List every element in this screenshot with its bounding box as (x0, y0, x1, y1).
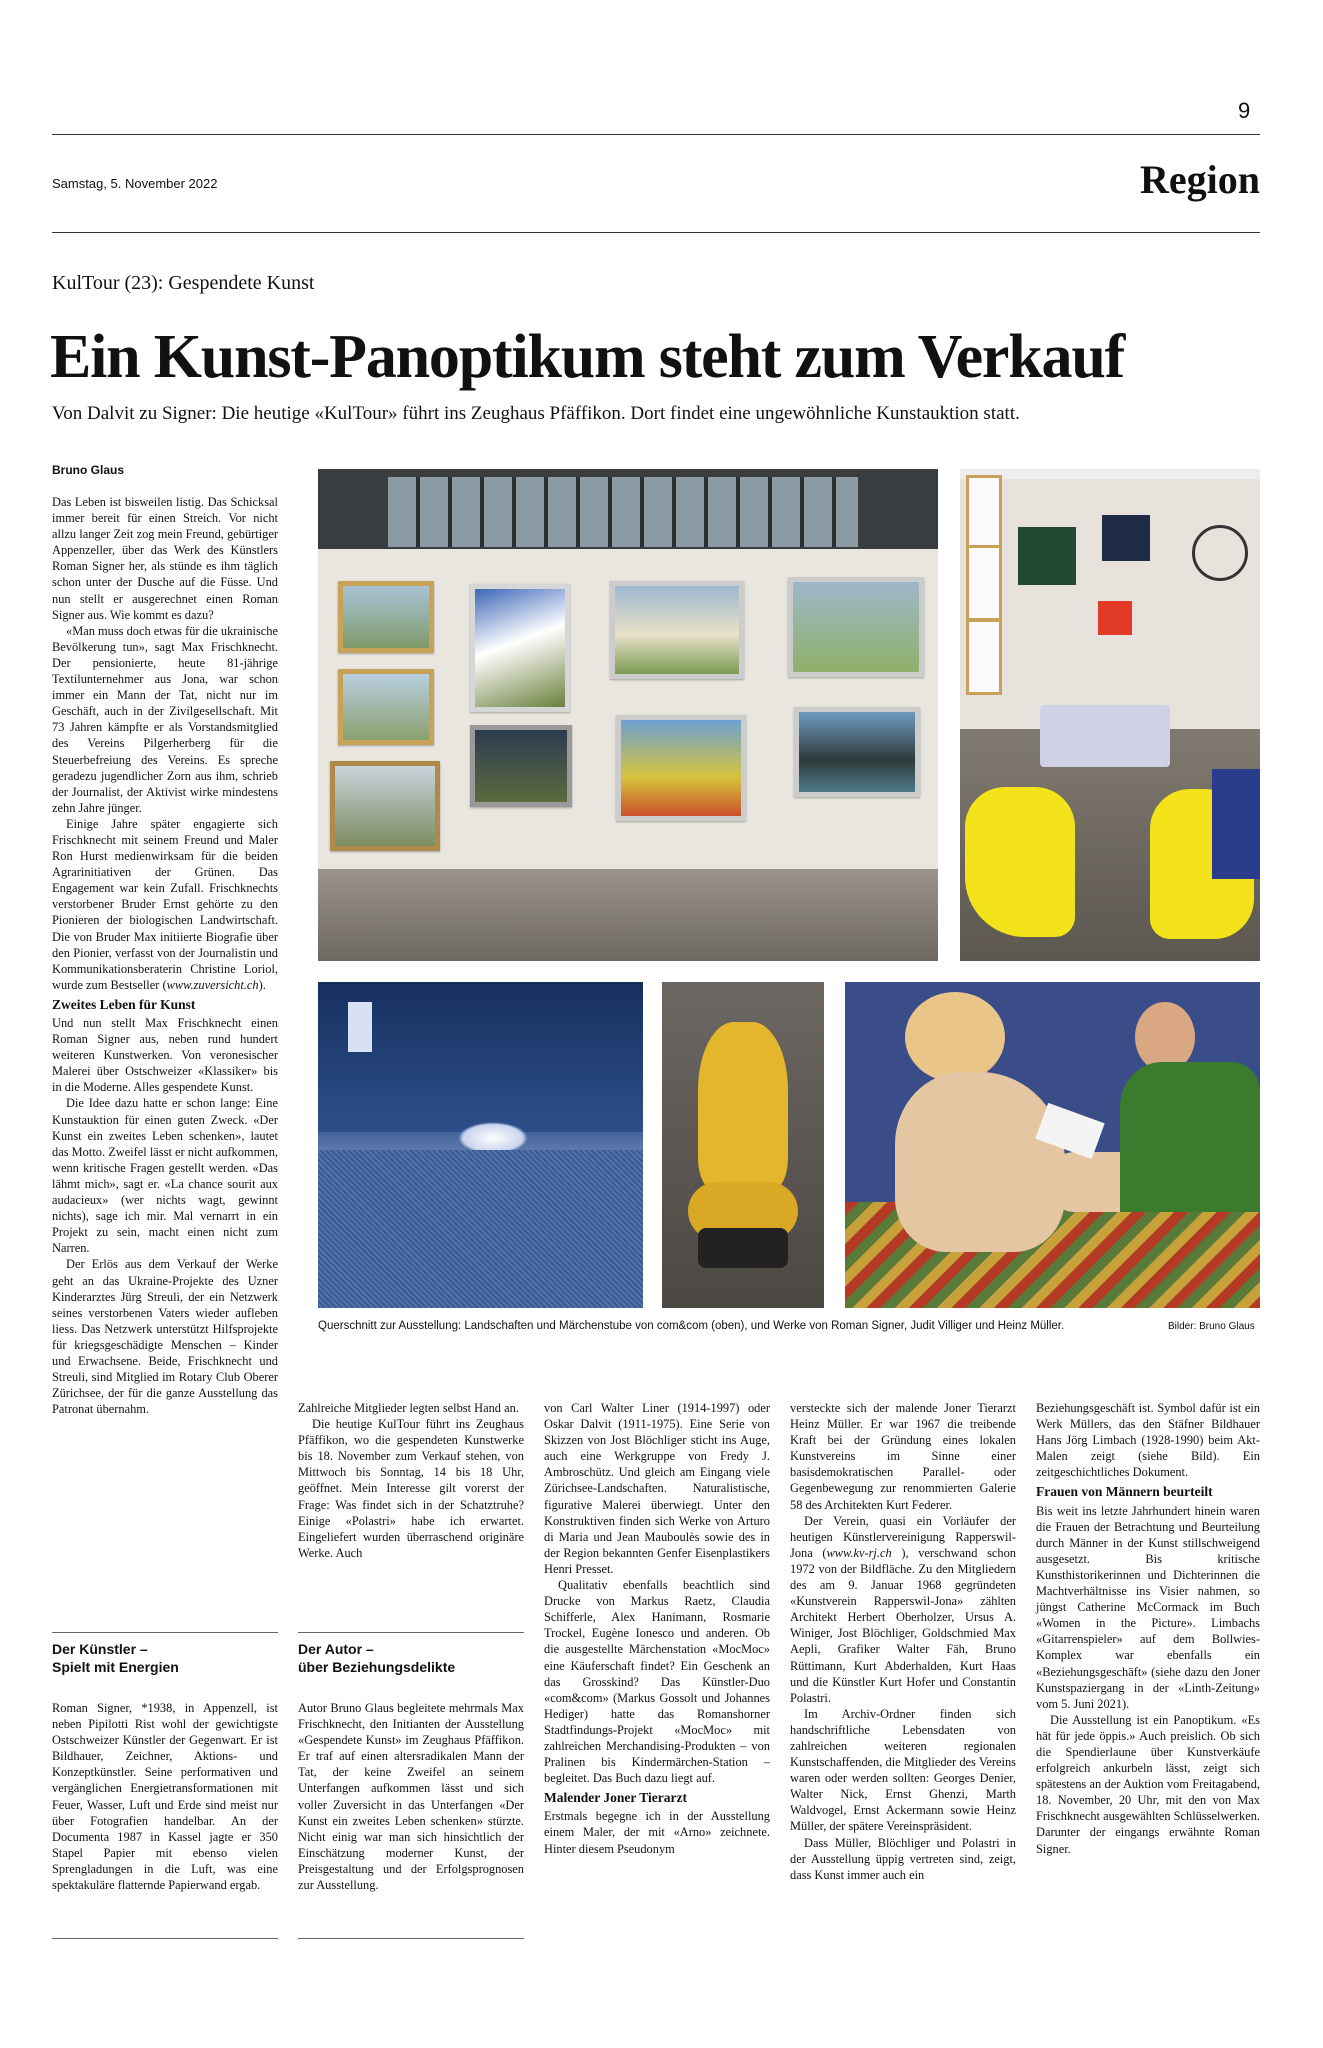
issue-date: Samstag, 5. November 2022 (52, 176, 218, 191)
article-column-2 (298, 1400, 524, 1561)
paragraph: versteckte sich der malende Joner Tierarzt Heinz Müller. Er war 1967 die treibende Kraft bei der Gründung eines lokalen Kunstvereins im Sinne einer basisdemokratischen Parallel- oder Gegenbewegung zur renommierten Galerie 58 des Architekten Kurt Federer. (790, 1401, 1016, 1512)
section-title: Region (1140, 157, 1260, 202)
paragraph: Beziehungsgeschäft ist. Symbol dafür ist ein Werk Müllers, das den Stäfner Bildhauer Hans Jörg Limbach (1928-1990) beim Akt-Malen zeigt (siehe Bild). Ein zeitgeschichtliches Dokument. (1036, 1401, 1260, 1480)
box-artist-text: Roman Signer, *1938, in Appenzell, ist neben Pipilotti Rist wohl der gewichtigste Ostschweizer Künstler der Gegenwart. Er ist Bildhauer, Zeichner, Aktions- und Konzeptkünstler. Seine performativen und vergänglichen Energietransformationen mit Feuer, Wasser, Luft und Erde sind meist nur über Fotografien handelbar. An der Documenta 1987 in Kassel jagte er 350 Stapel Papier mit ebenso vielen Sprengladungen in die Luft, was eine spektakuläre flatternde Papierwand ergab. (52, 1701, 278, 1893)
box-artist-title: Der Künstler – Spielt mit Energien (52, 1641, 179, 1675)
article-column-1 (52, 494, 278, 1417)
header-rule (52, 232, 1260, 233)
paragraph: von Carl Walter Liner (1914-1997) oder Oskar Dalvit (1911-1975). Eine Serie von Skizzen von Jost Blöchliger sticht ins Auge, auch eine Werkgruppe von Fredy J. Ambroschütz. Und gleich am Eingang viele Zürichsee-Landschaften. Naturalistische, figurative Malerei überwiegt. Unter den Konstruktiven finden sich Werke von Arturo di Maria und Jean Mauboulès sowie des in der Region bekannten Genfer Eisenplastikers Henri Presset. (544, 1401, 770, 1576)
kicker: KulTour (23): Gespendete Kunst (52, 272, 315, 294)
photo-gallery-landscapes (318, 469, 938, 961)
photo-judit-villiger-sculpture (662, 982, 824, 1308)
box2-bottom-rule (298, 1938, 524, 1939)
article-column-3 (544, 1400, 770, 1857)
paragraph: «Man muss doch etwas für die ukrainische Bevölkerung tun», sagt Max Frischknecht. Der pensionierte, heute 81-jährige Textilunternehmer aus Jona, war schon immer ein Mann der Tat, nicht nur im Geschäft, auch in der Zivilgesellschaft. Mit 73 Jahren kämpfte er als Vorstandsmitglied des Vereins Pilgerherberg für die Steuerbefreiung des Vereins. Es spreche geradezu jugendlicher Zorn aus ihm, schrieb der Journalist, der Aktivist wirke mindestens zehn Jahre jünger. (52, 623, 278, 815)
box-author-text: Autor Bruno Glaus begleitete mehrmals Max Frischknecht, den Initianten der Ausstellung «Gespendete Kunst» im Zeughaus Pfäffikon. Er traf auf einen altersradikalen Mann der Tat, der keine Zweifel an seinem Unterfangen aufkommen lässt und sich voller Zuversicht in das Unterfangen «Der Kunst ein zweites Leben schenken» stürzte. Nicht einig war man sich hinsichtlich der Einschätzung moderner Kunst, der Preisgestaltung und der Erfolgsprognosen zur Ausstellung. (298, 1701, 524, 1893)
author-byline: Bruno Glaus (52, 463, 125, 477)
subheading: Frauen von Männern beurteilt (1036, 1484, 1213, 1500)
lead: Von Dalvit zu Signer: Die heutige «KulTour» führt ins Zeughaus Pfäffikon. Dort findet eine ungewöhnliche Kunstauktion statt. (52, 403, 1020, 424)
link-kv-rj[interactable]: www.kv-rj.ch (826, 1545, 892, 1560)
paragraph: Die heutige KulTour führt ins Zeughaus Pfäffikon, wo die gespendeten Kunstwerke bis 18. November zum Verkauf stehen, von Mittwoch bis Sonntag, 14 bis 18 Uhr, geöffnet. Mein Interesse gilt vorerst der Frage: Was findet sich in der Schatztruhe? Einige «Polastri» habe ich erwartet. Eingeliefert wurden überraschend originäre Werke. Auch (298, 1417, 524, 1560)
box1-bottom-rule (52, 1938, 278, 1939)
box-author-title: Der Autor – über Beziehungsdelikte (298, 1641, 456, 1675)
link-zuversicht[interactable]: www.zuversicht.ch (166, 977, 259, 992)
paragraph: Erstmals begegne ich in der Ausstellung einem Maler, der mit «Arno» zeichnete. Hinter diesem Pseudonym (544, 1809, 770, 1856)
box2-top-rule (298, 1632, 524, 1633)
photo-credit: Bilder: Bruno Glaus (1168, 1321, 1255, 1332)
paragraph: Einige Jahre später engagierte sich Frischknecht mit seinem Freund und Maler Ron Hurst medienwirksam für die beiden Agrarinitiativen der Grünen. Das Engagement war kein Zufall. Frischknechts verstorbener Bruder Ernst gehörte zu den Pionieren der biologischen Landwirtschaft. Die von Bruder Max initiierte Biografie über den Pionier, verfasst von der Journalistin und Kommunikationsberaterin Christine Loriol, wurde zum Bestseller (www.zuversicht.ch). (52, 816, 278, 992)
photo-caption: Querschnitt zur Ausstellung: Landschaften und Märchenstube von com&com (oben), und Werke von Roman Signer, Judit Villiger und Heinz Müller. (318, 1320, 1065, 1332)
photo-roman-signer (318, 982, 643, 1308)
paragraph: Im Archiv-Ordner finden sich handschriftliche Lebensdaten von zahlreichen weiteren regionalen Kunstschaffenden, die Mitglieder des Vereins waren oder werden sollten: Georges Denier, Walter Nick, Ernst Ghenzi, Marth Waldvogel, Ernst Ackermann sowie Heinz Müller, der spätere Vereinspräsident. (790, 1706, 1016, 1834)
box1-top-rule (52, 1632, 278, 1633)
paragraph: Qualitativ ebenfalls beachtlich sind Drucke von Markus Raetz, Claudia Schifferle, Alex Hanimann, Rosmarie Trockel, Eugène Ionesco und anderen. Ob die ausgestellte Märchenstation «MocMoc» eine Käuferschaft findet? Ein Geschenk an das Grosskind? Das Künstler-Duo «com&com» (Markus Gossolt und Johannes Hediger) hatte das Romanshorner Stadtfindungs-Projekt «MocMoc» mit zahlreichen Merchandising-Produkten – von Pralinen bis Kindermärchen-Station – begleitet. Das Buch dazu liegt auf. (544, 1578, 770, 1786)
page-number: 9 (1238, 98, 1251, 123)
paragraph: Das Leben ist bisweilen listig. Das Schicksal immer bereit für einen Streich. Vor nicht allzu langer Zeit zog mein Freund, gebürtiger Appenzeller, über das Werk des Künstlers Roman Signer her, als stünde es ihm täglich schon unter der Dusche auf die Füsse. Und nun stellt er ausgerechnet einen Roman Signer aus. Wie kommt es dazu? (52, 495, 278, 622)
paragraph: Dass Müller, Blöchliger und Polastri in der Ausstellung üppig vertreten sind, zeigt, dass Kunst immer auch ein (790, 1835, 1016, 1882)
headline: Ein Kunst-Panoptikum steht zum Verkauf (50, 323, 1125, 391)
paragraph: Die Ausstellung ist ein Panoptikum. «Es hät für jede öppis.» Auch preislich. Ob sich die Spendierlaune über Kunstverkäufe erfolgreich ankurbeln lässt, zeigt sich spätestens an der Auktion vom Freitagabend, 18. November, 20 Uhr, mit den von Max Frischknecht ausgewählten Schlüsselwerken. Darunter der eingangs erwähnte Roman Signer. (1036, 1712, 1261, 1856)
paragraph: Zahlreiche Mitglieder legten selbst Hand an. (298, 1401, 519, 1415)
subheading: Zweites Leben für Kunst (52, 996, 196, 1012)
paragraph: Bis weit ins letzte Jahrhundert hinein waren die Frauen der Betrachtung und Beurteilung durch Männer in der Kunst stillschweigend ausgesetzt. Bis kritische Kunsthistorikerinnen und Dichterinnen die Machtverhältnisse ins Visier nahmen, so jüngst Catherine McCormack im Buch «Women in the Picture». Limbachs «Gitarrenspieler» auf dem Bollwies-Komplex war ebenfalls ein «Beziehungsgeschäft» (siehe dazu den Joner Kunstspaziergang in der «Linth-Zeitung» vom 5. Juni 2021). (1036, 1503, 1260, 1711)
article-column-4 (790, 1400, 1016, 1883)
photo-maerchenstube-chairs (960, 469, 1260, 961)
photo-heinz-mueller-painting (845, 982, 1260, 1308)
paragraph: Und nun stellt Max Frischknecht einen Roman Signer aus, neben rund hundert weiteren Kunstwerken. Von veronesischer Malerei über Ostschweizer «Klassiker» bis in die Moderne. Alles gespendete Kunst. (52, 1016, 278, 1095)
paragraph: Der Verein, quasi ein Vorläufer der heutigen Künstlervereinigung Rapperswil-Jona (www.kv-rj.ch ), verschwand schon 1972 von der Bildfläche. Zu den Mitgliedern des am 9. Januar 1968 gegründeten «Kunstverein Rapperswil-Jona» zählten Architekt Herbert Oberholzer, Ursus A. Winiger, Jost Blöchliger, Goldschmied Max Aepli, Grafiker Walter Fäh, Bruno Rüttimann, Kurt Abderhalden, Kurt Haas und die Künstler Kurt Hofer und Constantin Polastri. (790, 1513, 1016, 1705)
article-column-5 (1036, 1400, 1260, 1857)
paragraph: Die Idee dazu hatte er schon lange: Eine Kunstauktion für einen guten Zweck. «Der Kunst ein zweites Leben schenken», lautet das Motto. Zweifel lässt er nicht aufkommen, wenn kritische Fragen gestellt werden. «Das lähmt mich», sagt er. «La chance sourit aux audacieux» (wer nichts wagt, gewinnt nichts), sage ich mir. Mal vernarrt in ein Projekt zu sein, macht einen nicht zum Narren. (52, 1096, 278, 1256)
subheading: Malender Joner Tierarzt (544, 1790, 687, 1806)
paragraph: Der Erlös aus dem Verkauf der Werke geht an das Ukraine-Projekte des Uzner Kinderarztes Jürg Streuli, der ein Netzwerk seines verstorbenen Vaters wieder aufleben liess. Das Netzwerk unterstützt Hilfsprojekte für kriegsgeschädigte Menschen – Kinder und Erwachsene. Beide, Frischknecht und Streuli, sind Mitglied im Rotary Club Oberer Zürichsee, der für die ganze Ausstellung das Patronat übernahm. (52, 1257, 278, 1417)
top-rule (52, 134, 1260, 135)
